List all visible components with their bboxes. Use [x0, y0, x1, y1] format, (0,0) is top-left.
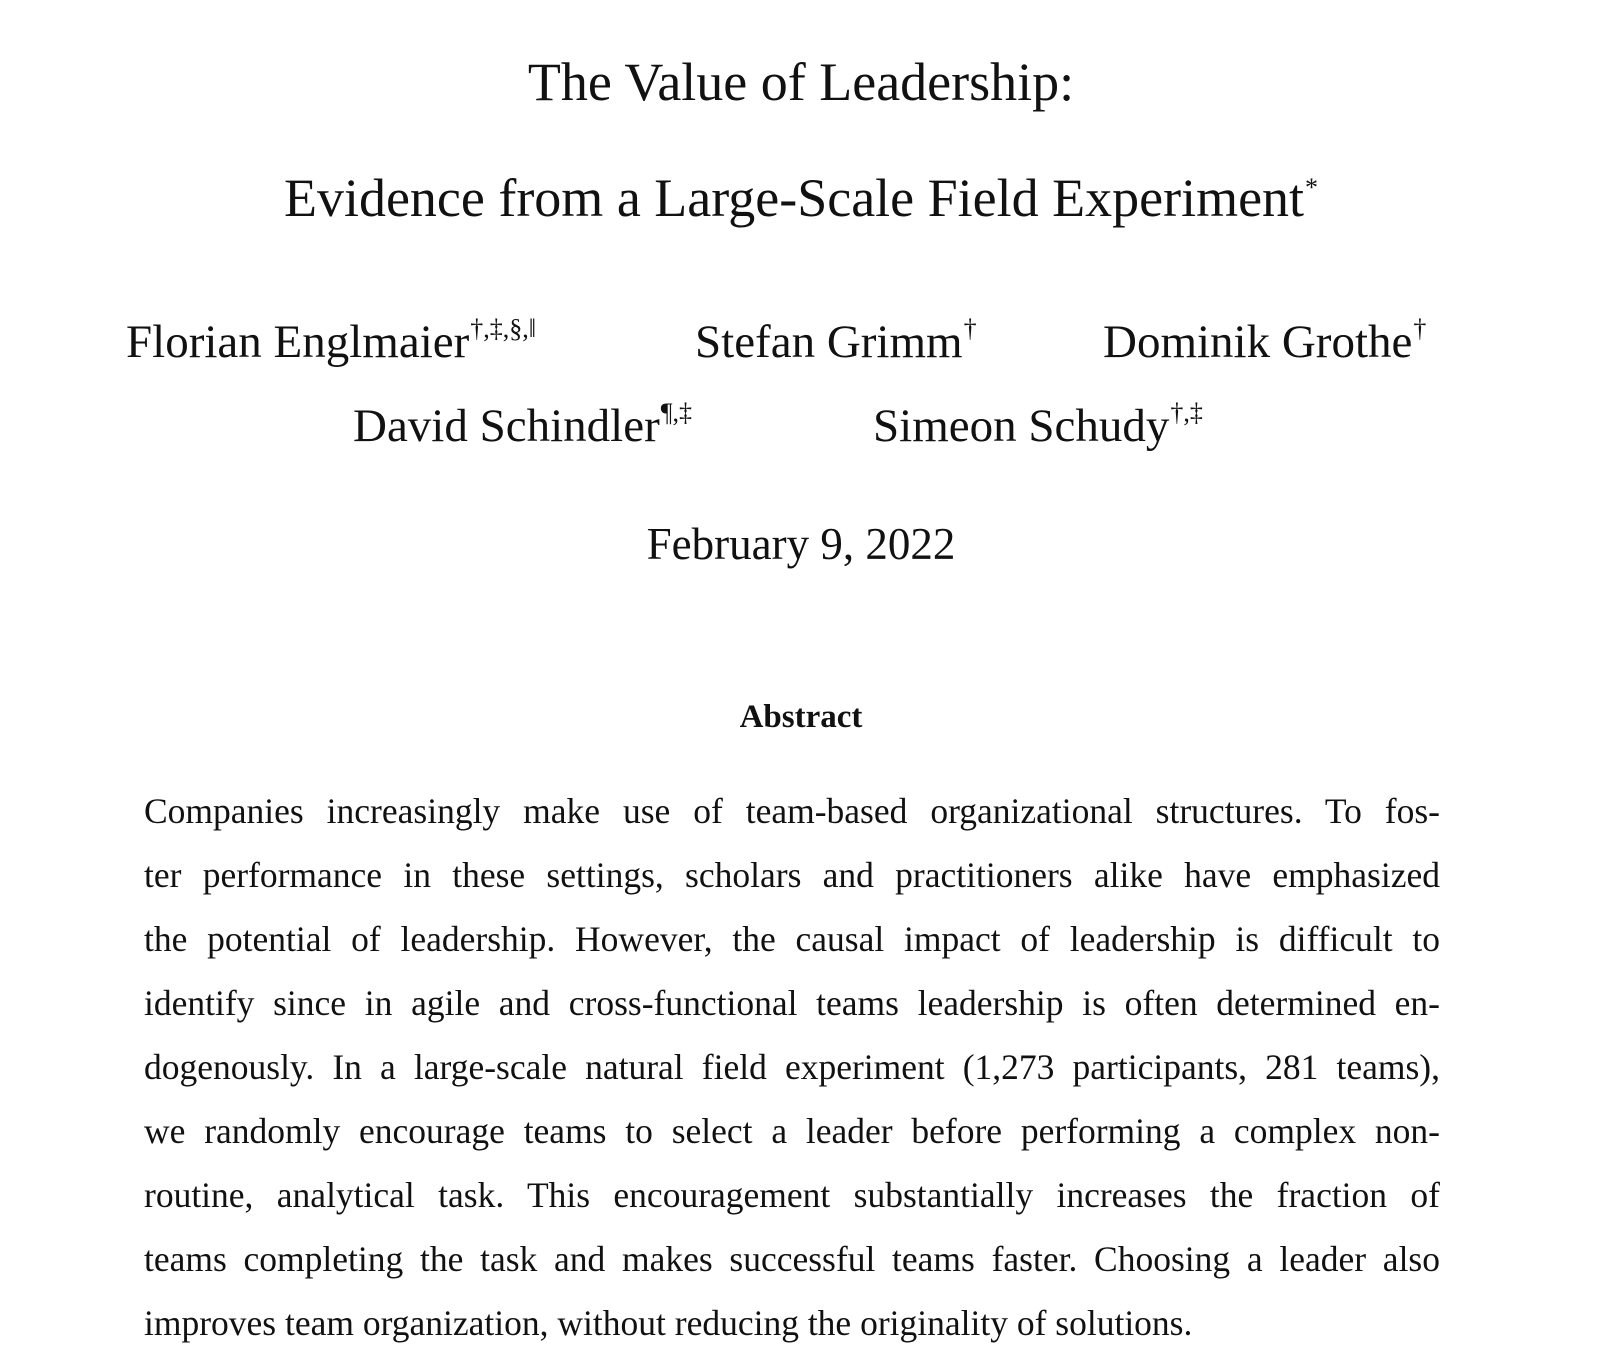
- author-affiliation-marks[interactable]: †,‡: [1170, 398, 1203, 427]
- title-text-1: The Value of Leadership:: [527, 52, 1075, 112]
- abstract-line: dogenously. In a large-scale natural field experiment (1,273 participants, 281 teams),: [144, 1047, 1440, 1087]
- abstract-line: improves team organization, without reducing the originality of solutions.: [144, 1303, 1193, 1343]
- paper-title-line-1: [0, 50, 1602, 114]
- author-affiliation-marks[interactable]: †: [963, 314, 977, 343]
- author-affiliation-marks[interactable]: †,‡,§,‖: [470, 314, 537, 343]
- author-stefan-grimm: [695, 314, 977, 370]
- author-name: Simeon Schudy: [873, 400, 1170, 452]
- author-name: Dominik Grothe: [1103, 316, 1413, 368]
- author-david-schindler: [353, 398, 692, 454]
- abstract-line: teams completing the task and makes successful teams faster. Choosing a leader also: [144, 1239, 1440, 1279]
- abstract-body: [144, 779, 1440, 1355]
- author-name: Florian Englmaier: [126, 316, 470, 368]
- author-affiliation-marks[interactable]: †: [1413, 314, 1427, 343]
- title-text-2: Evidence from a Large-Scale Field Experiment: [283, 168, 1305, 228]
- abstract-line: Companies increasingly make use of team-based organizational structures. To fos-: [144, 791, 1440, 831]
- author-dominik-grothe: [1103, 314, 1426, 370]
- abstract-line: identify since in agile and cross-functional teams leadership is often determined en-: [144, 983, 1440, 1023]
- paper-date: February 9, 2022: [646, 519, 956, 569]
- author-affiliation-marks[interactable]: ¶,‡: [660, 398, 693, 427]
- author-name: Stefan Grimm: [695, 316, 963, 368]
- abstract-line: routine, analytical task. This encouragement substantially increases the fraction of: [144, 1175, 1440, 1215]
- abstract-line: we randomly encourage teams to select a leader before performing a complex non-: [144, 1111, 1440, 1151]
- title-footnote-mark[interactable]: *: [1305, 173, 1319, 202]
- author-florian-englmaier: [126, 314, 536, 370]
- abstract-line: the potential of leadership. However, the causal impact of leadership is difficult to: [144, 919, 1440, 959]
- author-name: David Schindler: [353, 400, 660, 452]
- abstract-heading: Abstract: [739, 699, 863, 735]
- abstract-line: ter performance in these settings, scholars and practitioners alike have emphasized: [144, 855, 1440, 895]
- paper-title-line-2: [0, 166, 1602, 230]
- author-simeon-schudy: [873, 398, 1203, 454]
